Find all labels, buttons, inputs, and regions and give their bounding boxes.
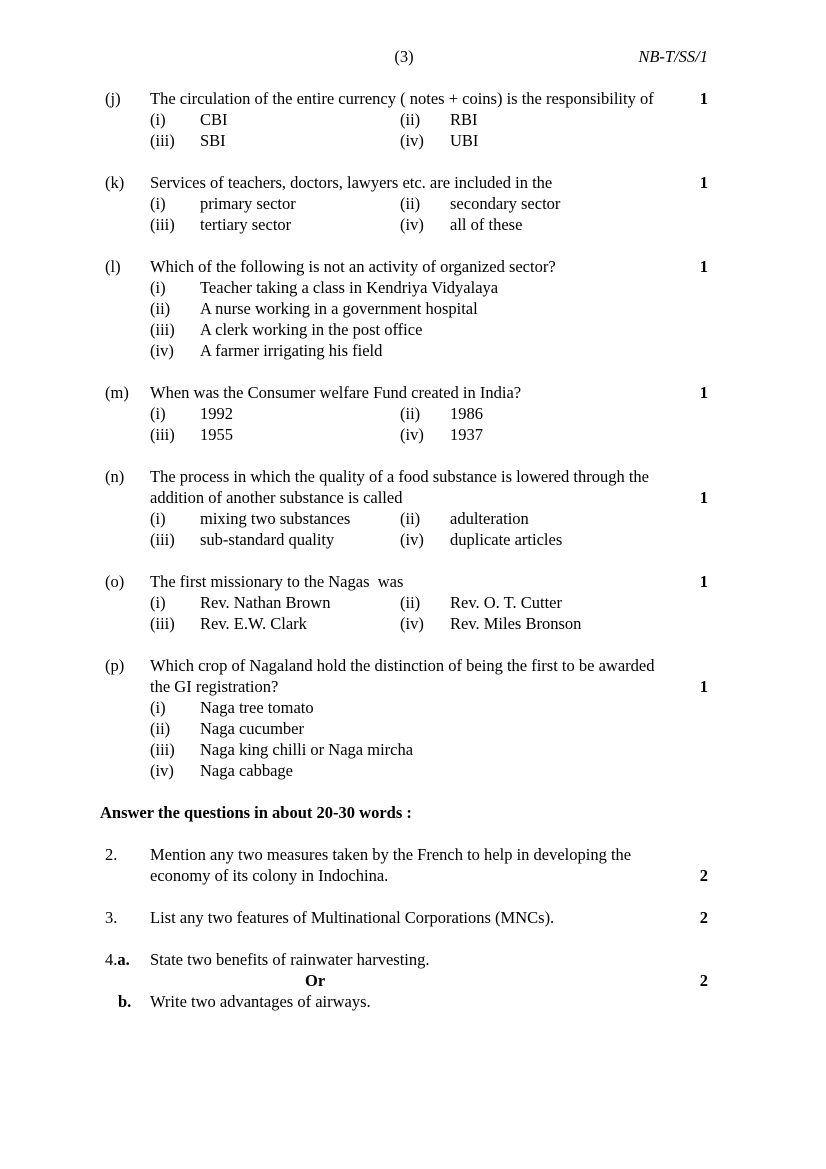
question-marks: 2 [699,866,708,885]
paper-code: NB-T/SS/1 [638,47,708,66]
option-number: (ii) [400,404,421,423]
option [150,760,708,781]
options-list [150,697,708,781]
option-number: (iv) [400,614,424,633]
option-number: (iii) [150,614,175,633]
option-text: tertiary sector [200,215,292,234]
option [400,613,708,634]
question-sub-label-a: a. [117,950,130,969]
option [150,613,400,634]
option-text: primary sector [200,194,296,213]
option [150,214,400,235]
question-n [100,466,708,550]
option-text: 1986 [450,404,483,423]
question-sub-label-b: b. [118,992,132,1011]
question-marks: 2 [699,971,708,990]
option-number: (iv) [400,425,424,444]
option [400,193,708,214]
option [400,130,708,151]
section-heading: Answer the questions in about 20-30 words : [100,803,412,822]
question-marks: 1 [699,383,708,402]
option [150,298,708,319]
option [150,403,400,424]
question-text: Which crop of Nagaland hold the distinction of being the first to be awarded the GI registration? [150,656,655,696]
option-text: Rev. E.W. Clark [200,614,307,633]
option [150,277,708,298]
option-number: (iii) [150,320,175,339]
question-4 [100,949,708,1012]
option-text: mixing two substances [200,509,351,528]
option-text: SBI [200,131,226,150]
option-number: (i) [150,593,166,612]
options-list [150,109,708,151]
question-row [100,907,708,928]
question-text: List any two features of Multinational Corporations (MNCs). [150,908,555,927]
option-text: A clerk working in the post office [200,320,423,339]
question-text: Which of the following is not an activity of organized sector? [150,257,556,276]
option [150,130,400,151]
option-text: Naga cabbage [200,761,293,780]
options-list [150,403,708,445]
option-number: (i) [150,278,166,297]
option-text: 1992 [200,404,233,423]
option-text: secondary sector [450,194,561,213]
or-label: Or [305,971,326,990]
question-text: The process in which the quality of a food substance is lowered through the addition of another substance is called [150,467,649,507]
option-text: sub-standard quality [200,530,335,549]
question-row [100,256,708,277]
question-row [100,571,708,592]
option-number: (iii) [150,215,175,234]
options-list [150,508,708,550]
option-number: (ii) [150,299,171,318]
question-marks: 1 [699,572,708,591]
option [400,592,708,613]
option-number: (i) [150,110,166,129]
question-text: The first missionary to the Nagas was [150,572,404,591]
option-number: (iii) [150,740,175,759]
option-number: (iv) [400,131,424,150]
option-text: Rev. O. T. Cutter [450,593,562,612]
question-row-4a [100,949,708,970]
question-marks: 1 [699,677,708,696]
question-2 [100,844,708,886]
option-number: (ii) [400,509,421,528]
option [150,193,400,214]
option-number: (iv) [400,215,424,234]
option [400,424,708,445]
option-number: (iii) [150,425,175,444]
question-3 [100,907,708,928]
question-row-4b [100,991,708,1012]
question-text: The circulation of the entire currency ( notes + coins) is the responsibility of [150,89,654,108]
option-text: A farmer irrigating his field [200,341,383,360]
option-number: (iii) [150,131,175,150]
question-label: (n) [105,467,125,486]
or-line [150,970,678,991]
option-number: (i) [150,194,166,213]
option-text: Naga tree tomato [200,698,314,717]
option-text: 1937 [450,425,483,444]
option [150,424,400,445]
option-text: UBI [450,131,479,150]
option-number: (ii) [400,194,421,213]
option-text: CBI [200,110,228,129]
option-number: (iv) [400,530,424,549]
question-row [100,844,708,886]
option-text: RBI [450,110,478,129]
question-text: State two benefits of rainwater harvesting. [150,950,430,969]
question-marks: 1 [699,488,708,507]
question-text: Write two advantages of airways. [150,992,371,1011]
option-number: (i) [150,509,166,528]
options-list [150,592,708,634]
option-number: (i) [150,404,166,423]
option-number: (iv) [150,761,174,780]
question-row [100,88,708,109]
question-marks: 1 [699,257,708,276]
question-label: (p) [105,656,125,675]
option [150,529,400,550]
question-row [100,655,708,697]
option-text: Rev. Nathan Brown [200,593,331,612]
options-list [150,277,708,361]
option-text: A nurse working in a government hospital [200,299,478,318]
option [150,697,708,718]
option-text: Rev. Miles Bronson [450,614,582,633]
question-label: 3. [105,908,118,927]
option-text: adulteration [450,509,529,528]
option [150,508,400,529]
question-j [100,88,708,151]
option-number: (iv) [150,341,174,360]
option-text: Naga king chilli or Naga mircha [200,740,414,759]
option-number: (ii) [400,593,421,612]
option-text: 1955 [200,425,233,444]
question-row [100,466,708,508]
question-k [100,172,708,235]
question-label: 2. [105,845,118,864]
question-label [100,949,150,970]
question-label: (l) [105,257,121,276]
question-marks: 1 [699,89,708,108]
question-text: When was the Consumer welfare Fund created in India? [150,383,522,402]
option [400,508,708,529]
option-number: (ii) [150,719,171,738]
question-marks: 2 [699,908,708,927]
option-number: (iii) [150,530,175,549]
question-label: (j) [105,89,121,108]
question-label: (m) [105,383,129,402]
question-text: Mention any two measures taken by the French to help in developing the economy of its colony in Indochina. [150,845,632,885]
option-number: (ii) [400,110,421,129]
option [400,109,708,130]
question-o [100,571,708,634]
question-number: 4. [105,950,118,969]
question-l [100,256,708,361]
option [400,214,708,235]
question-row [100,382,708,403]
question-row [100,172,708,193]
option-text: duplicate articles [450,530,563,549]
page-number: (3) [394,47,414,66]
option [150,340,708,361]
option [150,718,708,739]
option-text: all of these [450,215,523,234]
option [400,529,708,550]
option [150,592,400,613]
question-marks: 1 [699,173,708,192]
question-label: (o) [105,572,125,591]
question-label: (k) [105,173,125,192]
option [400,403,708,424]
option [150,109,400,130]
question-row-or [100,970,708,991]
option-text: Teacher taking a class in Kendriya Vidyalaya [200,278,499,297]
page-header [100,46,708,67]
question-text: Services of teachers, doctors, lawyers etc. are included in the [150,173,553,192]
option-number: (i) [150,698,166,717]
option-text: Naga cucumber [200,719,304,738]
question-m [100,382,708,445]
question-p [100,655,708,781]
option [150,739,708,760]
options-list [150,193,708,235]
option [150,319,708,340]
